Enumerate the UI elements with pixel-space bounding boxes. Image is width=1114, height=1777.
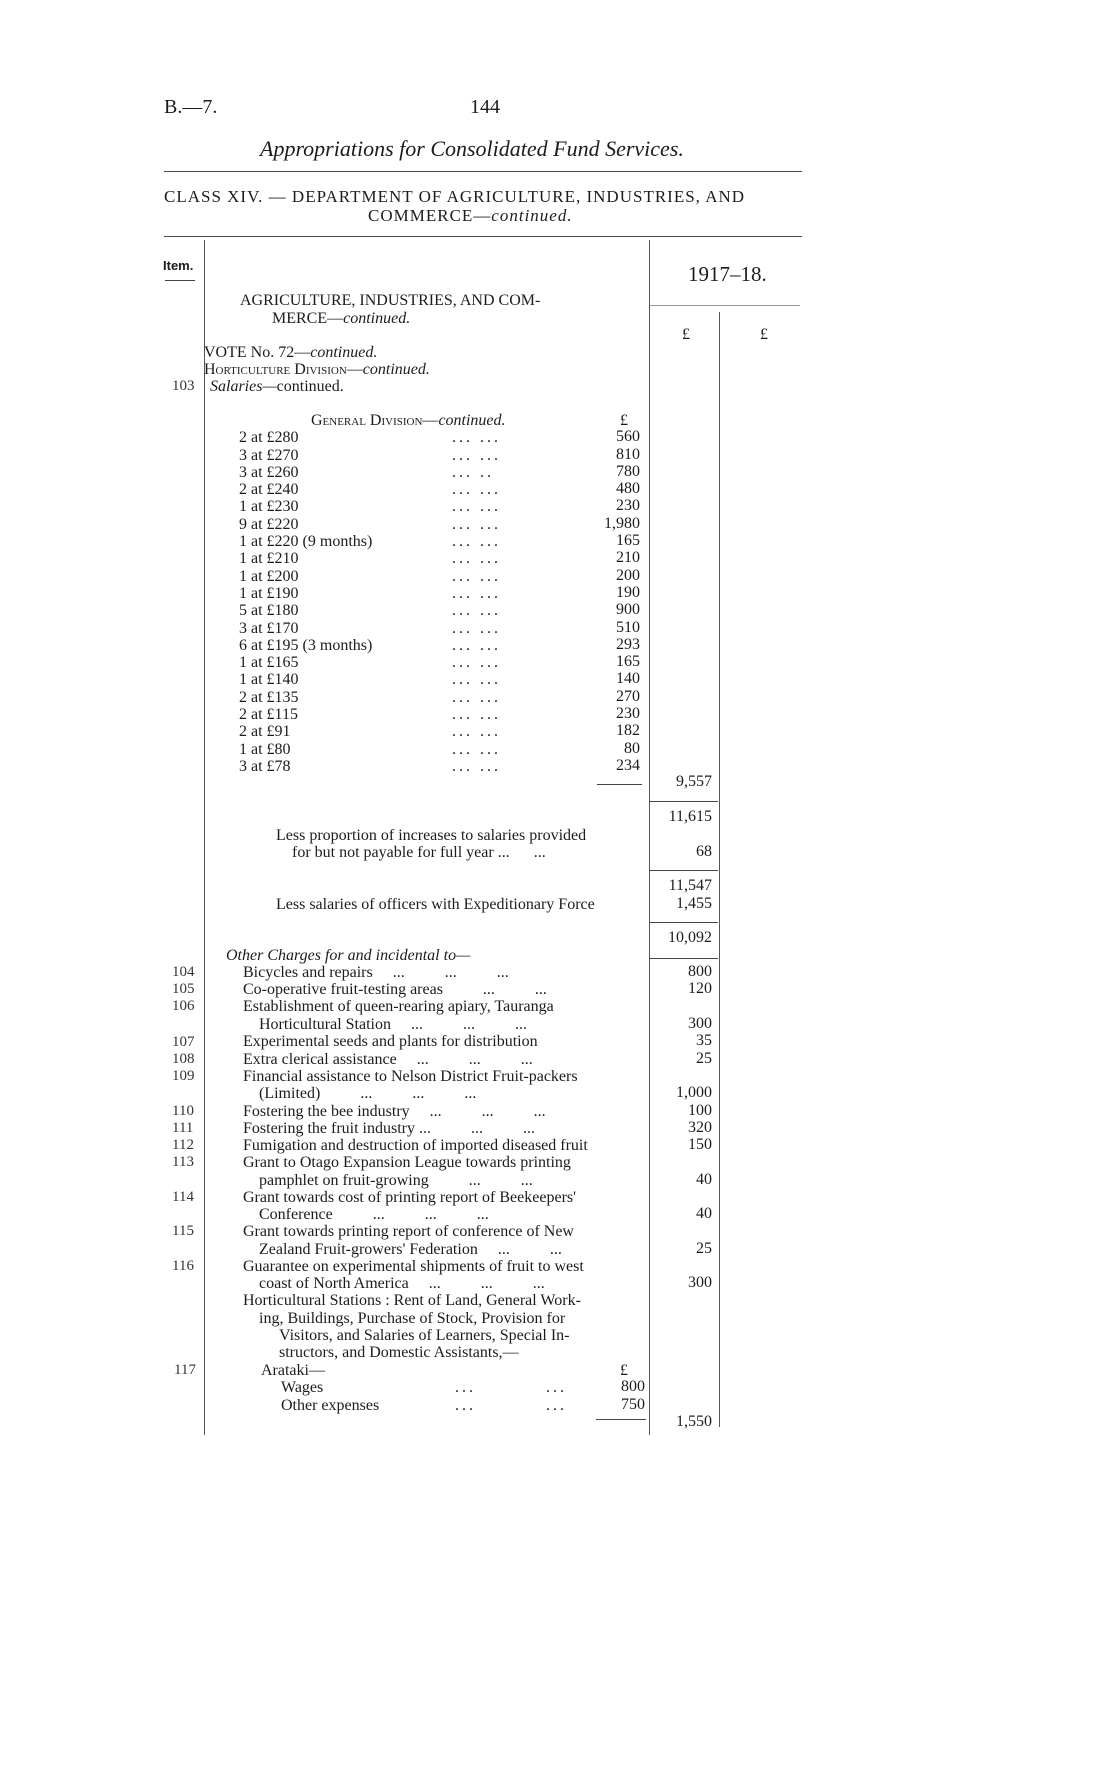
gd-row-dots: ... ... — [452, 741, 501, 758]
gd-row-dots: ... ... — [452, 602, 501, 619]
gd-row-value: 140 — [616, 670, 640, 687]
oc-item-value: 100 — [688, 1102, 712, 1119]
section-title-line1: AGRICULTURE, INDUSTRIES, AND COM- — [240, 292, 541, 309]
class-heading-continued: continued. — [491, 206, 573, 225]
gd-row-dots: ... ... — [452, 689, 501, 706]
less-expeditionary-label: Less salaries of officers with Expeditionary Force — [276, 896, 595, 913]
gd-row-value: 810 — [616, 446, 640, 463]
oc-item-value: 300 — [688, 1274, 712, 1291]
year-rule — [650, 305, 800, 306]
hort-stations-line1: Horticultural Stations : Rent of Land, General Work- — [243, 1292, 581, 1309]
oc-item-text: Fostering the fruit industry ... ... ... — [243, 1120, 535, 1137]
arataki-row-dots: ... ... — [455, 1397, 567, 1414]
oc-item-value: 320 — [688, 1119, 712, 1136]
class-heading-main: COMMERCE— — [368, 206, 492, 225]
gd-row-label: 5 at £180 — [239, 602, 299, 619]
oc-item-text: pamphlet on fruit-growing ... ... — [259, 1172, 533, 1189]
salaries-continued: continued. — [276, 378, 344, 395]
oc-item-text: Guarantee on experimental shipments of fruit to west — [243, 1258, 584, 1275]
oc-item-text: Grant to Otago Expansion League towards printing — [243, 1154, 571, 1171]
less-increases-value: 68 — [696, 843, 712, 860]
gd-row-dots: ... ... — [452, 637, 501, 654]
gd-row-value: 200 — [616, 567, 640, 584]
arataki-heading: Arataki— — [261, 1362, 325, 1379]
section-title-line2 — [272, 309, 410, 328]
gd-row-dots: ... ... — [452, 533, 501, 550]
arataki-row-value: 750 — [621, 1396, 645, 1413]
heading-rule — [164, 236, 802, 237]
oc-item-text: Establishment of queen-rearing apiary, Tauranga — [243, 998, 554, 1015]
gd-row-value: 560 — [616, 428, 640, 445]
gd-row-value: 230 — [616, 497, 640, 514]
gd-row-label: 9 at £220 — [239, 516, 299, 533]
subtotal-rule — [650, 801, 718, 802]
total3-rule — [650, 922, 718, 923]
gd-row-value: 165 — [616, 532, 640, 549]
gd-row-label: 1 at £140 — [239, 671, 299, 688]
oc-item-number: 108 — [172, 1051, 195, 1067]
gd-row-label: 3 at £260 — [239, 464, 299, 481]
arataki-pound: £ — [620, 1362, 628, 1379]
oc-item-number: 107 — [172, 1034, 195, 1050]
oc-item-number: 115 — [172, 1223, 194, 1239]
gd-row-dots: ... ... — [452, 550, 501, 567]
division-continued: continued. — [362, 361, 430, 378]
gd-row-value: 780 — [616, 463, 640, 480]
oc-item-number: 113 — [172, 1154, 194, 1170]
year-column-heading: 1917–18. — [688, 262, 767, 286]
gd-row-dots: ... ... — [452, 516, 501, 533]
gd-row-label: 1 at £165 — [239, 654, 299, 671]
gd-row-label: 6 at £195 (3 months) — [239, 637, 373, 654]
item-column-heading: Item. — [163, 258, 194, 273]
oc-item-value: 40 — [696, 1205, 712, 1222]
gd-row-value: 234 — [616, 757, 640, 774]
gd-row-value: 182 — [616, 722, 640, 739]
vote-continued: continued. — [310, 344, 378, 361]
gd-row-dots: ... ... — [452, 585, 501, 602]
division-name: Horticulture Division— — [204, 361, 363, 378]
pound-sign-left: £ — [682, 326, 690, 343]
gd-row-dots: ... ... — [452, 429, 501, 446]
gd-row-dots: ... ... — [452, 481, 501, 498]
class-heading-line1: CLASS XIV. — DEPARTMENT OF AGRICULTURE, INDUSTRIES, AND — [164, 187, 746, 206]
oc-item-value: 800 — [688, 963, 712, 980]
hort-stations-line2: ing, Buildings, Purchase of Stock, Provision for — [259, 1310, 566, 1327]
oc-item-text: Conference ... ... ... — [259, 1206, 489, 1223]
oc-item-number: 106 — [172, 998, 195, 1014]
oc-item-text: Co-operative fruit-testing areas ... ... — [243, 981, 547, 998]
gd-row-label: 1 at £220 (9 months) — [239, 533, 373, 550]
oc-item-number: 109 — [172, 1068, 195, 1084]
gd-row-label: 3 at £270 — [239, 447, 299, 464]
oc-item-text: Zealand Fruit-growers' Federation ... ... — [259, 1241, 562, 1258]
gd-row-label: 1 at £230 — [239, 498, 299, 515]
total-3: 10,092 — [668, 929, 712, 946]
arataki-total: 1,550 — [676, 1413, 712, 1430]
oc-item-value: 150 — [688, 1136, 712, 1153]
gd-row-value: 230 — [616, 705, 640, 722]
gd-row-label: 2 at £135 — [239, 689, 299, 706]
oc-item-value: 25 — [696, 1240, 712, 1257]
gd-row-label: 2 at £280 — [239, 429, 299, 446]
gd-row-value: 1,980 — [604, 515, 640, 532]
arataki-row-dots: ... ... — [455, 1379, 567, 1396]
total2-rule — [650, 870, 718, 871]
other-charges-rule — [650, 958, 718, 959]
oc-item-value: 40 — [696, 1171, 712, 1188]
oc-item-text: Grant towards printing report of conference of New — [243, 1223, 574, 1240]
total-2: 11,547 — [668, 877, 712, 894]
gd-row-value: 210 — [616, 549, 640, 566]
item-number-103: 103 — [172, 378, 195, 394]
oc-item-number: 105 — [172, 981, 195, 997]
oc-item-text: Grant towards cost of printing report of Beekeepers' — [243, 1189, 576, 1206]
oc-item-number: 104 — [172, 964, 195, 980]
gd-row-label: 1 at £200 — [239, 568, 299, 585]
oc-item-text: Experimental seeds and plants for distribution — [243, 1033, 538, 1050]
oc-item-text: Fumigation and destruction of imported diseased fruit — [243, 1137, 588, 1154]
gd-row-dots: ... ... — [452, 723, 501, 740]
gd-row-label: 2 at £91 — [239, 723, 291, 740]
gd-row-dots: ... .. — [452, 464, 494, 481]
oc-item-text: Fostering the bee industry ... ... ... — [243, 1103, 546, 1120]
oc-item-text: (Limited) ... ... ... — [259, 1085, 477, 1102]
total-1: 11,615 — [668, 808, 712, 825]
class-heading-line2 — [368, 206, 573, 226]
amount-column-rule — [719, 312, 720, 1427]
gd-row-value: 80 — [624, 740, 640, 757]
gd-row-value: 480 — [616, 480, 640, 497]
item-number-117: 117 — [174, 1362, 196, 1378]
oc-item-value: 25 — [696, 1050, 712, 1067]
gd-subtotal: 9,557 — [676, 773, 712, 790]
gd-row-value: 270 — [616, 688, 640, 705]
gd-row-value: 900 — [616, 601, 640, 618]
general-division-pound: £ — [620, 412, 628, 429]
gd-row-dots: ... ... — [452, 447, 501, 464]
arataki-row-label: Wages — [281, 1379, 324, 1396]
hort-stations-line3: Visitors, and Salaries of Learners, Special In- — [279, 1327, 570, 1344]
oc-item-text: Horticultural Station ... ... ... — [259, 1016, 527, 1033]
other-charges-heading: Other Charges for and incidental to— — [226, 947, 471, 964]
oc-item-number: 116 — [172, 1258, 194, 1274]
oc-item-number: 110 — [172, 1103, 194, 1119]
arataki-row-value: 800 — [621, 1378, 645, 1395]
gd-row-label: 1 at £190 — [239, 585, 299, 602]
gd-row-label: 3 at £170 — [239, 620, 299, 637]
gd-row-value: 190 — [616, 584, 640, 601]
salaries-label: Salaries— — [210, 378, 277, 395]
oc-item-value: 120 — [688, 980, 712, 997]
oc-item-number: 112 — [172, 1137, 194, 1153]
pound-sign-right: £ — [760, 326, 768, 343]
gd-row-dots: ... ... — [452, 568, 501, 585]
gd-row-label: 1 at £210 — [239, 550, 299, 567]
gd-row-label: 1 at £80 — [239, 741, 291, 758]
gd-row-value: 293 — [616, 636, 640, 653]
oc-item-text: coast of North America ... ... ... — [259, 1275, 545, 1292]
gd-row-dots: ... ... — [452, 706, 501, 723]
oc-item-value: 300 — [688, 1015, 712, 1032]
caption-rule — [164, 171, 802, 172]
gd-row-value: 165 — [616, 653, 640, 670]
section-title-continued: continued. — [343, 310, 411, 327]
document-reference: B.—7. — [164, 96, 218, 118]
less-expeditionary-value: 1,455 — [676, 895, 712, 912]
salaries-heading — [210, 377, 344, 396]
gd-row-dots: ... ... — [452, 671, 501, 688]
gd-row-dots: ... ... — [452, 498, 501, 515]
oc-item-number: 111 — [172, 1120, 194, 1136]
vote-number: VOTE No. 72— — [204, 344, 311, 361]
gd-row-label: 2 at £115 — [239, 706, 298, 723]
section-title-main: MERCE— — [272, 310, 344, 327]
gd-row-value: 510 — [616, 619, 640, 636]
general-division-continued: continued. — [438, 412, 506, 429]
oc-item-text: Extra clerical assistance ... ... ... — [243, 1051, 533, 1068]
oc-item-text: Financial assistance to Nelson District Fruit-packers — [243, 1068, 578, 1085]
hort-stations-line4: structors, and Domestic Assistants,— — [279, 1344, 519, 1361]
gd-row-dots: ... ... — [452, 758, 501, 775]
general-division-label: General Division— — [311, 412, 439, 429]
item-heading-rule — [165, 280, 195, 281]
oc-item-value: 35 — [696, 1032, 712, 1049]
gd-row-dots: ... ... — [452, 620, 501, 637]
less-increases-line2: for but not payable for full year ... ... — [292, 844, 546, 861]
oc-item-value: 1,000 — [676, 1084, 712, 1101]
oc-item-number: 114 — [172, 1189, 194, 1205]
gd-row-label: 3 at £78 — [239, 758, 291, 775]
less-increases-line1: Less proportion of increases to salaries provided — [276, 827, 587, 844]
page-caption: Appropriations for Consolidated Fund Services. — [260, 136, 684, 161]
gd-row-dots: ... ... — [452, 654, 501, 671]
oc-item-text: Bicycles and repairs ... ... ... — [243, 964, 509, 981]
gd-row-label: 2 at £240 — [239, 481, 299, 498]
page-number: 144 — [470, 96, 500, 118]
item-column-rule — [204, 240, 205, 1435]
arataki-row-label: Other expenses — [281, 1397, 380, 1414]
